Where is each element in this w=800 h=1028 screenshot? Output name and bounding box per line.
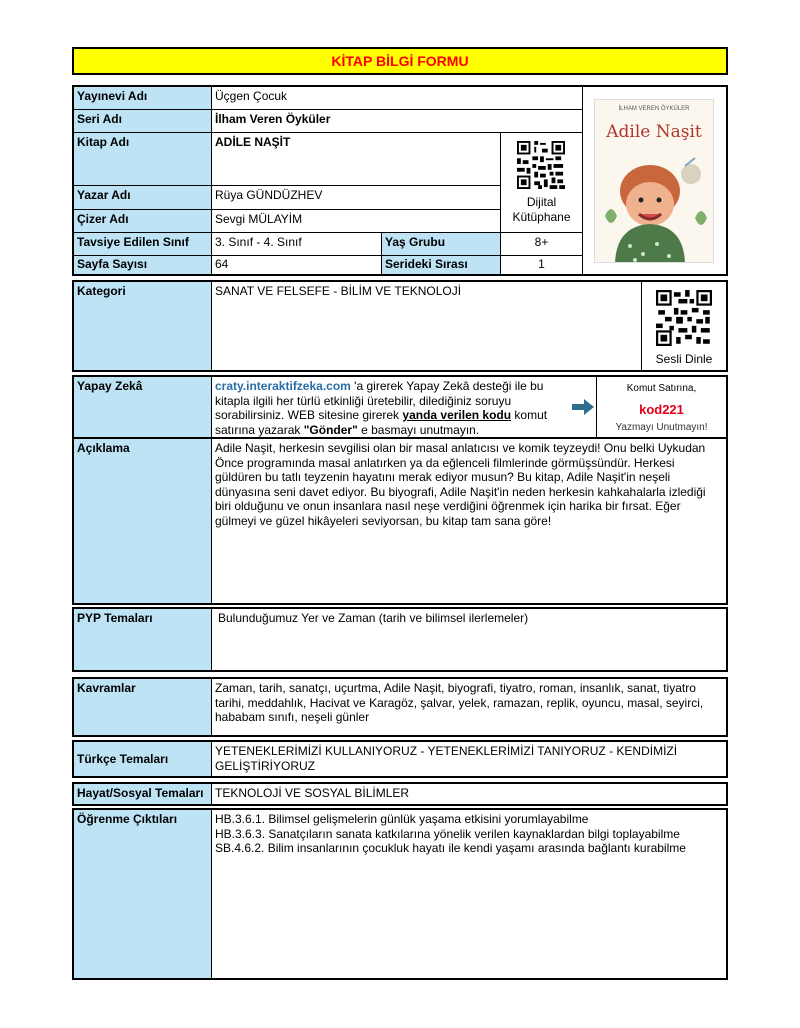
illustrator-value: Sevgi MÜLAYİM — [212, 210, 501, 233]
concepts-value: Zaman, tarih, sanatçı, uçurtma, Adile Naşit, biyografi, tiyatro, roman, insanlık, sanat, tiyatro tarihi, meddahlık, Hacivat ve Karagöz, şalvar, yelek, ramazan, replik, oyuncu, masal, seyirci, hababam sınıfı, neşeli günler — [215, 681, 704, 724]
pages-value: 64 — [212, 256, 382, 274]
series-value: İlham Veren Öyküler — [212, 110, 583, 133]
description-value: Adile Naşit, herkesin sevgilisi olan bir masal anlatıcısı ve komik teyzeydi! Onu belki Uykudan Önce programında masal anlatırken ya da eğlenceli filmlerinde görmüşsündür. Herkesi güldüren bu tatlı teyzenin hayatını merak ediyor musun? Bu kitap, Adile Naşit'in neşeli dünyasına seni davet ediyor. Bu biyografi, Adile Naşit'in neden herkesin kahkahalarla izlediği biri olduğunu ve onun insanlara nasıl neşe verdiğini öğrenmek için harika bir fırsat. Eğer gülmeyi ve güzel hikâyeleri seviyorsan, bu kitap tam sana göre! — [215, 441, 706, 528]
ai-label: Yapay Zekâ — [74, 377, 212, 437]
ai-send-word: "Gönder" — [303, 422, 358, 437]
concepts-label: Kavramlar — [74, 679, 212, 735]
ai-block — [72, 375, 728, 439]
pyp-block — [72, 607, 728, 672]
form-title: KİTAP BİLGİ FORMU — [72, 47, 728, 75]
outcome-item: HB.3.6.1. Bilimsel gelişmelerin günlük yaşama etkisini yorumlayabilme — [215, 812, 589, 826]
outcome-item: SB.4.6.2. Bilim insanlarının çocukluk hayatı ile kendi yaşamı arasında bağlantı kurabilme — [215, 841, 686, 855]
life-themes-block — [72, 782, 728, 806]
concepts-block — [72, 677, 728, 737]
ai-site-link[interactable]: craty.interaktifzeka.com — [215, 379, 351, 393]
publisher-label: Yayınevi Adı — [74, 87, 212, 110]
description-block — [72, 437, 728, 605]
book-value: ADİLE NAŞİT — [212, 133, 501, 186]
ai-code: kod221 — [639, 402, 684, 417]
outcomes-list — [212, 810, 726, 978]
pyp-value: Bulunduğumuz Yer ve Zaman (tarih ve bilimsel ilerlemeler) — [218, 611, 529, 625]
life-themes-value: TEKNOLOJİ VE SOSYAL BİLİMLER — [215, 786, 410, 800]
book-cover — [594, 99, 714, 263]
series-order-value: 1 — [501, 256, 583, 274]
category-label: Kategori — [74, 282, 212, 370]
ai-code-phrase: yanda verilen kodu — [402, 408, 512, 422]
book-info-block — [72, 85, 728, 276]
turkish-themes-label: Türkçe Temaları — [74, 742, 212, 776]
grade-label: Tavsiye Edilen Sınıf — [74, 233, 212, 256]
age-value: 8+ — [501, 233, 583, 256]
turkish-themes-value: YETENEKLERİMİZİ KULLANIYORUZ - YETENEKLERİMİZİ TANIYORUZ - KENDİMİZİ GELİŞTİRİYORUZ — [215, 744, 678, 773]
outcomes-label: Öğrenme Çıktıları — [74, 810, 212, 978]
series-order-label: Serideki Sırası — [382, 256, 501, 274]
ai-text-part: e basmayı unutmayın. — [357, 422, 480, 437]
pages-label: Sayfa Sayısı — [74, 256, 212, 274]
ai-text-part: 'a girerek Yapay Zekâ desteği ile bu kitapla ilgili her türlü etkinliği üretebilir, dilediğiniz soruyu sorabilirsiniz. WEB sitesine girerek — [215, 379, 544, 422]
ai-code-box — [596, 377, 726, 437]
illustrator-label: Çizer Adı — [74, 210, 212, 233]
description-label: Açıklama — [74, 439, 212, 603]
cover-series-text: İLHAM VEREN ÖYKÜLER — [618, 106, 690, 112]
ai-text — [212, 377, 570, 437]
digital-library-label: Dijital Kütüphane — [512, 195, 571, 224]
grade-value: 3. Sınıf - 4. Sınıf — [212, 233, 382, 256]
ai-cmd-label: Komut Satırına, — [626, 383, 697, 394]
turkish-themes-block — [72, 740, 728, 778]
digital-library-cell[interactable] — [501, 133, 583, 233]
age-label: Yaş Grubu — [382, 233, 501, 256]
category-block — [72, 280, 728, 372]
series-label: Seri Adı — [74, 110, 212, 133]
life-themes-label: Hayat/Sosyal Temaları — [74, 784, 212, 804]
book-label: Kitap Adı — [74, 133, 212, 186]
qr-code-icon — [656, 290, 712, 346]
qr-code-icon — [517, 141, 565, 189]
audio-label: Sesli Dinle — [655, 352, 713, 366]
outcome-item: HB.3.6.3. Sanatçıların sanata katkılarına yönelik verilen kaynaklardan bilgi toplayabilme — [215, 826, 680, 841]
author-value: Rüya GÜNDÜZHEV — [212, 186, 501, 210]
author-label: Yazar Adı — [74, 186, 212, 210]
publisher-value: Üçgen Çocuk — [212, 87, 583, 110]
audio-cell[interactable] — [642, 282, 726, 370]
category-value: SANAT VE FELSEFE - BİLİM VE TEKNOLOJİ — [212, 282, 642, 370]
outcomes-block — [72, 808, 728, 980]
arrow-right-icon — [572, 399, 594, 415]
ai-reminder: Yazmayı Unutmayın! — [615, 422, 708, 433]
pyp-label: PYP Temaları — [74, 609, 212, 670]
ai-text-part: komut satırına yazarak — [215, 408, 548, 437]
cover-title: Adile Naşit — [606, 122, 702, 142]
cover-illustration — [595, 146, 714, 263]
